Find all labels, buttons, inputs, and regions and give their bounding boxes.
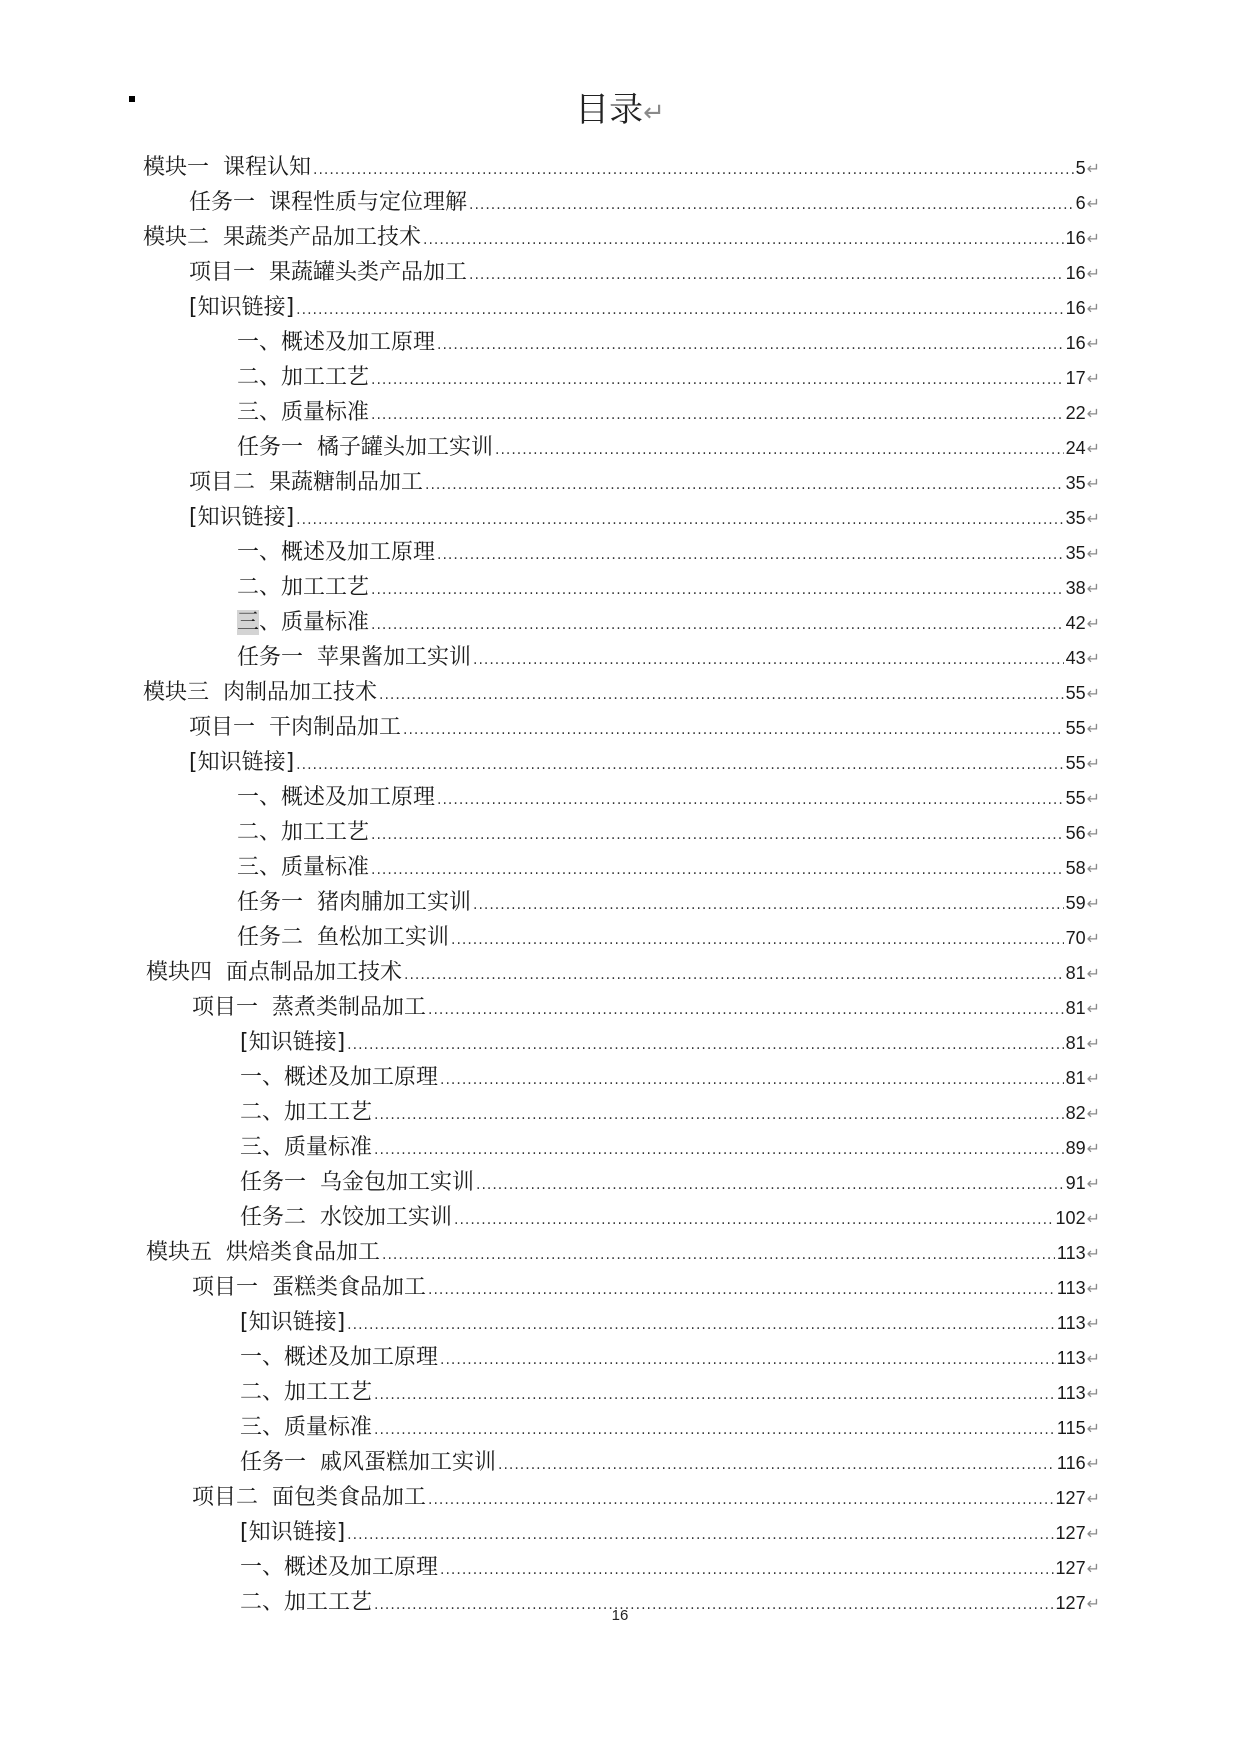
toc-entry-page: 16: [1065, 298, 1086, 318]
toc-entry-label: 二、加工工艺: [237, 820, 370, 845]
toc-leader-dots: [476, 1168, 1064, 1203]
toc-leader-dots: [469, 258, 1064, 293]
toc-entry[interactable]: [0, 1445, 1240, 1480]
toc-entry-label: 项目二 果蔬糖制品加工: [189, 470, 423, 495]
toc-entry[interactable]: [0, 1095, 1240, 1130]
toc-entry-page: 17: [1065, 368, 1086, 388]
return-mark-icon: ↵: [1086, 1139, 1100, 1158]
toc-leader-dots: [428, 1273, 1055, 1308]
toc-entry[interactable]: [0, 325, 1240, 360]
return-mark-icon: ↵: [1086, 754, 1100, 773]
toc-entry[interactable]: [0, 1550, 1240, 1585]
toc-entry-page: 81: [1065, 998, 1086, 1018]
return-mark-icon: ↵: [1086, 1244, 1100, 1263]
toc-leader-dots: [374, 1378, 1055, 1413]
toc-entry-label: 一、概述及加工原理: [237, 330, 436, 355]
return-mark-icon: ↵: [1086, 334, 1100, 353]
return-mark-icon: ↵: [1086, 159, 1100, 178]
toc-entry[interactable]: [0, 850, 1240, 885]
toc-entry-label: 三、质量标准: [240, 1135, 373, 1160]
return-mark-icon: ↵: [1086, 404, 1100, 423]
return-mark-icon: ↵: [1086, 369, 1100, 388]
toc-entry[interactable]: [0, 1305, 1240, 1340]
toc-entry-page: 35: [1065, 508, 1086, 528]
return-mark-icon: ↵: [1086, 1279, 1100, 1298]
toc-entry-label: 二、加工工艺: [240, 1100, 373, 1125]
toc-entry[interactable]: [0, 955, 1240, 990]
toc-entry-label: 三、质量标准: [240, 1415, 373, 1440]
return-mark-icon: ↵: [1086, 614, 1100, 633]
page-title: [0, 88, 1240, 135]
toc-entry-page: 89: [1065, 1138, 1086, 1158]
toc-entry-label: [知识链接]: [189, 750, 295, 775]
toc-entry-label: 任务二 水饺加工实训: [240, 1205, 452, 1230]
toc-leader-dots: [437, 538, 1064, 573]
toc-leader-dots: [423, 223, 1064, 258]
toc-entry-label: [237, 605, 369, 640]
toc-entry-label: 项目二 面包类食品加工: [192, 1485, 426, 1510]
toc-leader-dots: [347, 1028, 1063, 1063]
toc-leader-dots: [379, 678, 1064, 713]
toc-entry-label: 任务二 鱼松加工实训: [237, 925, 449, 950]
toc-entry[interactable]: [0, 1130, 1240, 1165]
toc-leader-dots: [374, 1413, 1055, 1448]
return-mark-icon: ↵: [1086, 649, 1100, 668]
toc-entry[interactable]: [0, 360, 1240, 395]
toc-entry-page: 113: [1056, 1278, 1086, 1298]
toc-entry[interactable]: [0, 220, 1240, 255]
return-mark-icon: ↵: [1086, 789, 1100, 808]
toc-entry[interactable]: [0, 1270, 1240, 1305]
toc-entry[interactable]: [0, 500, 1240, 535]
toc-entry-page: 91: [1065, 1173, 1086, 1193]
toc-entry-label: 二、加工工艺: [240, 1380, 373, 1405]
toc-entry-page: 58: [1065, 858, 1086, 878]
toc-entry-page: 81: [1065, 963, 1086, 983]
toc-leader-dots: [374, 1098, 1064, 1133]
toc-entry-label: 任务一 橘子罐头加工实训: [237, 435, 493, 460]
toc-entry[interactable]: [0, 430, 1240, 465]
toc-entry-page: 35: [1065, 543, 1086, 563]
toc-entry[interactable]: [0, 535, 1240, 570]
toc-entry[interactable]: [0, 605, 1240, 640]
toc-leader-dots: [371, 608, 1064, 643]
toc-entry-page: 81: [1065, 1033, 1086, 1053]
toc-entry-label: 模块三 肉制品加工技术: [143, 680, 377, 705]
return-mark-icon: ↵: [1086, 1524, 1100, 1543]
return-mark-icon: ↵: [1086, 439, 1100, 458]
toc-entry-label: 任务一 苹果酱加工实训: [237, 645, 471, 670]
toc-entry[interactable]: [0, 185, 1240, 220]
toc-entry-page: 55: [1065, 683, 1086, 703]
toc-entry-label: 二、加工工艺: [237, 365, 370, 390]
toc-leader-dots: [428, 1483, 1054, 1518]
toc-entry-page: 6: [1075, 193, 1086, 213]
toc-entry-page: 55: [1065, 788, 1086, 808]
toc-leader-dots: [437, 783, 1064, 818]
toc-entry-label: 二、加工工艺: [240, 1590, 373, 1615]
toc-entry-page: 115: [1056, 1418, 1086, 1438]
toc-entry-page: 102: [1055, 1208, 1086, 1228]
toc-entry-page: 116: [1056, 1453, 1086, 1473]
toc-entry[interactable]: [0, 1480, 1240, 1515]
return-mark-icon: ↵: [1086, 544, 1100, 563]
toc-leader-dots: [371, 398, 1064, 433]
toc-entry[interactable]: [0, 815, 1240, 850]
toc-leader-dots: [403, 713, 1064, 748]
toc-leader-dots: [428, 993, 1064, 1028]
return-mark-icon: ↵: [1086, 964, 1100, 983]
return-mark-icon: ↵: [1086, 1489, 1100, 1508]
return-mark-icon: ↵: [1086, 579, 1100, 598]
toc-entry-page: 113: [1056, 1313, 1086, 1333]
toc-entry[interactable]: [0, 1375, 1240, 1410]
return-mark-icon: ↵: [1086, 194, 1100, 213]
return-mark-icon: ↵: [1086, 859, 1100, 878]
toc-entry-label: 项目一 蒸煮类制品加工: [192, 995, 426, 1020]
toc-leader-dots: [495, 433, 1064, 468]
toc-entry[interactable]: [0, 395, 1240, 430]
toc-entry-label: 模块二 果蔬类产品加工技术: [143, 225, 421, 250]
return-mark-icon: ↵: [643, 98, 665, 128]
toc-entry-page: 24: [1065, 438, 1086, 458]
return-mark-icon: ↵: [1086, 999, 1100, 1018]
toc-leader-dots: [313, 153, 1074, 188]
toc-leader-dots: [440, 1063, 1064, 1098]
toc-entry-label: 项目一 蛋糕类食品加工: [192, 1275, 426, 1300]
toc-entry-page: 56: [1065, 823, 1086, 843]
toc-entry-page: 22: [1065, 403, 1086, 423]
toc-entry-page: 70: [1065, 928, 1086, 948]
toc-entry[interactable]: [0, 255, 1240, 290]
toc-entry-label: 二、加工工艺: [237, 575, 370, 600]
toc-entry-page: 127: [1055, 1488, 1086, 1508]
toc-entry[interactable]: [0, 710, 1240, 745]
toc-entry-label: 一、概述及加工原理: [237, 785, 436, 810]
toc-entry-page: 127: [1055, 1558, 1086, 1578]
return-mark-icon: ↵: [1086, 1384, 1100, 1403]
toc-entry-page: 16: [1065, 228, 1086, 248]
toc-leader-dots: [382, 1238, 1055, 1273]
toc-entry-page: 81: [1065, 1068, 1086, 1088]
toc-leader-dots: [371, 363, 1064, 398]
page-number: 16: [611, 1607, 629, 1624]
toc-entry[interactable]: [0, 640, 1240, 675]
toc-leader-dots: [296, 748, 1063, 783]
toc-leader-dots: [454, 1203, 1054, 1238]
toc-entry[interactable]: [0, 885, 1240, 920]
title-text: 目录: [575, 90, 644, 130]
toc-entry[interactable]: [0, 1410, 1240, 1445]
toc-entry-label: [知识链接]: [240, 1520, 346, 1545]
toc-entry-page: 43: [1065, 648, 1086, 668]
toc-entry-page: 113: [1056, 1383, 1086, 1403]
toc-entry-label: 一、概述及加工原理: [240, 1345, 439, 1370]
toc-entry-label: [知识链接]: [240, 1310, 346, 1335]
toc-entry[interactable]: [0, 290, 1240, 325]
toc-entry[interactable]: [0, 570, 1240, 605]
return-mark-icon: ↵: [1086, 929, 1100, 948]
toc-entry-page: 16: [1065, 333, 1086, 353]
return-mark-icon: ↵: [1086, 1069, 1100, 1088]
toc-entry-page: 38: [1065, 578, 1086, 598]
toc-entry-label: 任务一 乌金包加工实训: [240, 1170, 474, 1195]
toc-entry[interactable]: [0, 675, 1240, 710]
return-mark-icon: ↵: [1086, 1209, 1100, 1228]
toc-entry[interactable]: [0, 1515, 1240, 1550]
toc-entry-page: 16: [1065, 263, 1086, 283]
toc-entry-label: 三、质量标准: [237, 855, 370, 880]
return-mark-icon: ↵: [1086, 474, 1100, 493]
return-mark-icon: ↵: [1086, 1419, 1100, 1438]
toc-entry-label-rest: 、质量标准: [259, 610, 370, 635]
toc-entry-label: 三、质量标准: [237, 400, 370, 425]
toc-entry[interactable]: [0, 1235, 1240, 1270]
toc-entry-label: 项目一 果蔬罐头类产品加工: [189, 260, 467, 285]
toc-entry-label: [知识链接]: [189, 295, 295, 320]
toc-entry[interactable]: [0, 745, 1240, 780]
return-mark-icon: ↵: [1086, 1349, 1100, 1368]
toc-entry[interactable]: [0, 1165, 1240, 1200]
return-mark-icon: ↵: [1086, 1454, 1100, 1473]
toc-entry-page: 59: [1065, 893, 1086, 913]
toc-entry[interactable]: [0, 990, 1240, 1025]
toc-leader-dots: [425, 468, 1064, 503]
toc-leader-dots: [498, 1448, 1055, 1483]
toc-entry-label: 一、概述及加工原理: [240, 1065, 439, 1090]
toc-leader-dots: [296, 503, 1063, 538]
return-mark-icon: ↵: [1086, 1594, 1100, 1613]
return-mark-icon: ↵: [1086, 229, 1100, 248]
toc-entry-label: 一、概述及加工原理: [240, 1555, 439, 1580]
toc-entry-label: 模块五 烘焙类食品加工: [146, 1240, 380, 1265]
toc-entry-page: 42: [1065, 613, 1086, 633]
toc-leader-dots: [469, 188, 1074, 223]
toc-entry-page: 113: [1056, 1243, 1086, 1263]
return-mark-icon: ↵: [1086, 509, 1100, 528]
return-mark-icon: ↵: [1086, 1034, 1100, 1053]
toc-entry-label: 一、概述及加工原理: [237, 540, 436, 565]
toc-entry-page: 127: [1055, 1593, 1086, 1613]
toc-entry[interactable]: [0, 1200, 1240, 1235]
toc-entry-page: 35: [1065, 473, 1086, 493]
toc-leader-dots: [473, 888, 1064, 923]
toc-entry[interactable]: [0, 1340, 1240, 1375]
toc-leader-dots: [473, 643, 1064, 678]
toc-entry[interactable]: [0, 920, 1240, 955]
selection-highlight: 三: [237, 610, 260, 635]
return-mark-icon: ↵: [1086, 719, 1100, 738]
toc-entry[interactable]: [0, 1060, 1240, 1095]
toc-entry-label: 任务一 戚风蛋糕加工实训: [240, 1450, 496, 1475]
toc-leader-dots: [347, 1308, 1055, 1343]
toc-entry[interactable]: [0, 150, 1240, 185]
return-mark-icon: ↵: [1086, 1559, 1100, 1578]
toc-leader-dots: [404, 958, 1064, 993]
toc-entry-label: 模块一 课程认知: [143, 155, 311, 180]
toc-leader-dots: [371, 818, 1064, 853]
toc-leader-dots: [371, 853, 1064, 888]
toc-leader-dots: [371, 573, 1064, 608]
return-mark-icon: ↵: [1086, 1104, 1100, 1123]
toc-entry-page: 113: [1056, 1348, 1086, 1368]
return-mark-icon: ↵: [1086, 894, 1100, 913]
return-mark-icon: ↵: [1086, 299, 1100, 318]
toc-leader-dots: [296, 293, 1063, 328]
return-mark-icon: ↵: [1086, 684, 1100, 703]
toc-entry-label: 任务一 课程性质与定位理解: [189, 190, 467, 215]
toc-entry-label: [知识链接]: [189, 505, 295, 530]
toc-entry-page: 5: [1075, 158, 1086, 178]
return-mark-icon: ↵: [1086, 264, 1100, 283]
toc-leader-dots: [451, 923, 1064, 958]
toc-leader-dots: [440, 1553, 1054, 1588]
toc-entry-label: 模块四 面点制品加工技术: [146, 960, 402, 985]
toc-entry-page: 55: [1065, 718, 1086, 738]
toc-entry[interactable]: [0, 465, 1240, 500]
toc-leader-dots: [374, 1133, 1064, 1168]
toc-entry-label: 项目一 干肉制品加工: [189, 715, 401, 740]
toc-entry-page: 127: [1055, 1523, 1086, 1543]
toc-entry-label: [知识链接]: [240, 1030, 346, 1055]
toc-leader-dots: [347, 1518, 1053, 1553]
toc-entry[interactable]: [0, 780, 1240, 815]
return-mark-icon: ↵: [1086, 824, 1100, 843]
toc-leader-dots: [437, 328, 1064, 363]
return-mark-icon: ↵: [1086, 1174, 1100, 1193]
table-of-contents: [0, 150, 1240, 1620]
toc-entry-page: 55: [1065, 753, 1086, 773]
toc-entry[interactable]: [0, 1025, 1240, 1060]
return-mark-icon: ↵: [1086, 1314, 1100, 1333]
toc-entry-page: 82: [1065, 1103, 1086, 1123]
toc-entry-label: 任务一 猪肉脯加工实训: [237, 890, 471, 915]
toc-leader-dots: [440, 1343, 1055, 1378]
